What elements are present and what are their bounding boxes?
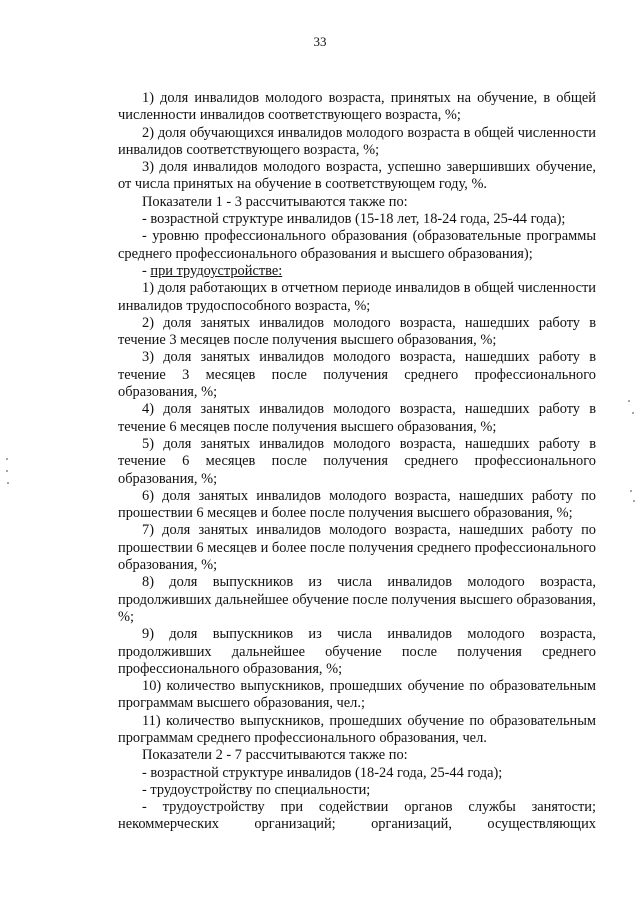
page-number: 33 xyxy=(313,34,327,49)
paragraph-education-level: - уровню профессионального образования (образовательные программы среднего профессионального образования и высшего образования); xyxy=(118,228,596,262)
paragraph-item-1: 1) доля инвалидов молодого возраста, принятых на обучение, в общей численности инвалидов соответствующего возраста, %; xyxy=(118,90,596,124)
scan-speck xyxy=(632,412,634,414)
paragraph-employment-8: 8) доля выпускников из числа инвалидов молодого возраста, продолживших дальнейшее обучение после получения высшего образования, %; xyxy=(118,574,596,625)
scan-speck xyxy=(6,458,8,460)
scan-speck xyxy=(7,482,9,484)
scan-speck xyxy=(633,500,635,502)
paragraph-employment-1: 1) доля работающих в отчетном периоде инвалидов в общей численности инвалидов трудоспособного возраста, %; xyxy=(118,280,596,314)
scan-speck xyxy=(630,490,632,492)
scan-speck xyxy=(628,400,630,402)
paragraph-indicators-2-7: Показатели 2 - 7 рассчитываются также по: xyxy=(142,747,408,764)
scan-speck xyxy=(6,470,8,472)
paragraph-employment-4: 4) доля занятых инвалидов молодого возраста, нашедших работу в течение 6 месяцев после получения высшего образования, %; xyxy=(118,401,596,435)
paragraph-employment-10: 10) количество выпускников, прошедших обучение по образовательным программам высшего образования, чел.; xyxy=(118,678,596,712)
paragraph-employment-7: 7) доля занятых инвалидов молодого возраста, нашедших работу по прошествии 6 месяцев и более после получения среднего профессионального образования, %; xyxy=(118,522,596,574)
paragraph-employment-11: 11) количество выпускников, прошедших обучение по образовательным программам среднего профессионального образования, чел. xyxy=(118,712,596,746)
paragraph-indicators-1-3: Показатели 1 - 3 рассчитываются также по: xyxy=(142,193,408,210)
document-body xyxy=(118,90,596,834)
paragraph-employment-2: 2) доля занятых инвалидов молодого возраста, нашедших работу в течение 3 месяцев после получения высшего образования, %; xyxy=(118,314,596,349)
paragraph-age-structure: - возрастной структуре инвалидов (15-18 лет, 18-24 года, 25-44 года); xyxy=(142,211,566,228)
paragraph-employment-9: 9) доля выпускников из числа инвалидов молодого возраста, продолживших дальнейшее обучение после получения среднего профессионального образования, %; xyxy=(118,626,596,677)
paragraph-item-3: 3) доля инвалидов молодого возраста, успешно завершивших обучение, от числа принятых на обучение в соответствующем году, %. xyxy=(118,159,596,193)
paragraph-employment-3: 3) доля занятых инвалидов молодого возраста, нашедших работу в течение 3 месяцев после получения среднего профессионального образования, %; xyxy=(118,349,596,401)
paragraph-age-structure-2: - возрастной структуре инвалидов (18-24 года, 25-44 года); xyxy=(142,764,503,781)
paragraph-employment-5: 5) доля занятых инвалидов молодого возраста, нашедших работу в течение 6 месяцев после получения среднего профессионального образования, %; xyxy=(118,435,596,487)
employment-dash: - xyxy=(142,262,151,279)
paragraph-employment-heading xyxy=(118,263,596,280)
paragraph-item-2: 2) доля обучающихся инвалидов молодого возраста в общей численности инвалидов соответствующего возраста, %; xyxy=(118,124,596,158)
paragraph-by-specialty: - трудоустройству по специальности; xyxy=(142,781,371,798)
employment-heading: при трудоустройстве: xyxy=(150,262,283,279)
paragraph-employment-services: - трудоустройству при содействии органов службы занятости; некоммерческих организаций; организаций, осуществляющих xyxy=(118,799,596,833)
paragraph-employment-6: 6) доля занятых инвалидов молодого возраста, нашедших работу по прошествии 6 месяцев и более после получения высшего образования, %; xyxy=(118,487,596,522)
